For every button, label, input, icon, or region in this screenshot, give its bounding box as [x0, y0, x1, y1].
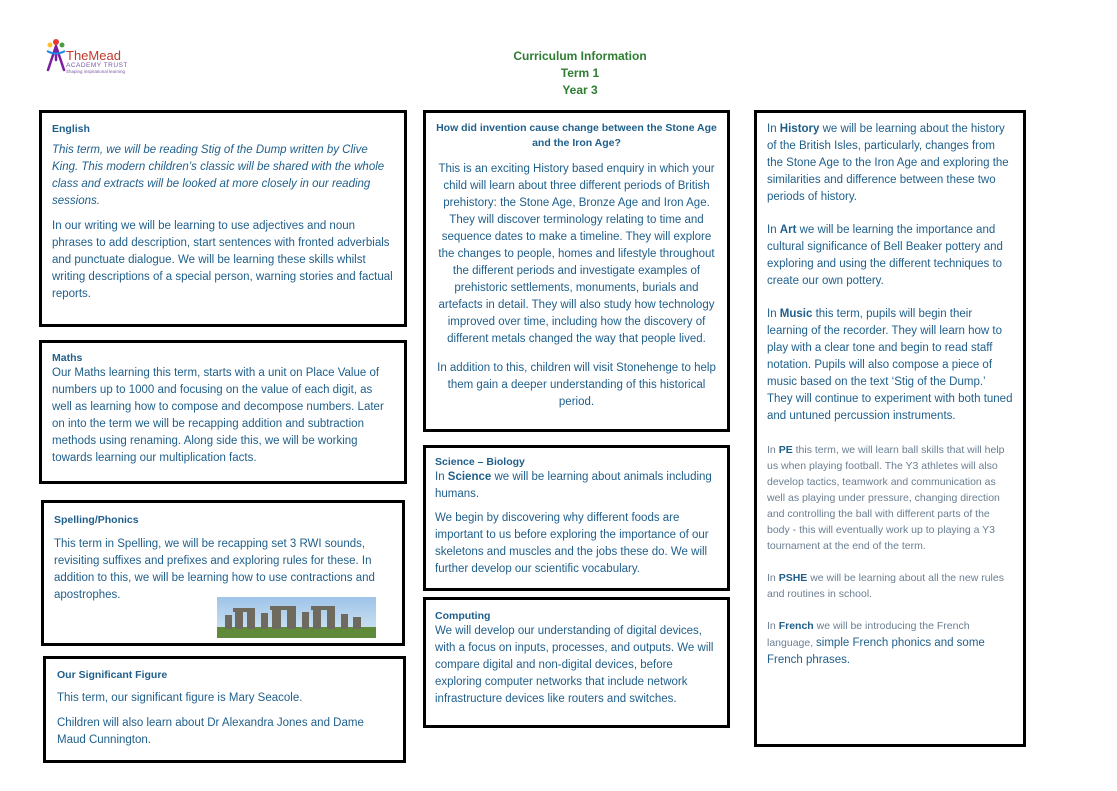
pshe-key: PSHE	[778, 572, 808, 584]
figure-p2: Children will also learn about Dr Alexandra Jones and Dame Maud Cunnington.	[57, 717, 364, 746]
pe-key: PE	[778, 444, 793, 456]
art-key: Art	[779, 224, 797, 236]
english-intro: This term, we will be reading Stig of the Dump written by Clive King. This modern children’s classic will be shared with the whole class and extracts will be looked at more closely in our reading sessions.	[52, 144, 385, 207]
french-key: French	[778, 620, 814, 632]
pshe-paragraph: In PSHE we will be learning about all the new rules and routines in school.	[767, 572, 1004, 600]
science-key: Science	[447, 471, 492, 483]
history-key: History	[779, 123, 820, 135]
history-enquiry-p1: This is an exciting History based enquiry in which your child will learn about three different periods of British prehistory: the Stone Age, Bronze Age and Iron Age. They will discover terminology relating to time and sequence dates to make a timeline. They will explore the changes to people, homes and lifestyle throughout the different periods and investigate examples of prehistoric settlements, monuments, burials and artefacts in detail. They will also study how technology improved over time, including how the discovery of different metals changed the way that people lived.	[438, 163, 715, 345]
logo-subtitle: ACADEMY TRUST	[66, 62, 128, 69]
logo-brand: TheMead	[66, 48, 121, 63]
english-body: In our writing we will be learning to use adjectives and noun phrases to add description, start sentences with fronted adverbials and punctuate dialogue. We will be learning these skills whilst writing descriptions of a special person, warning stories and factual reports.	[52, 220, 393, 300]
spelling-body: This term in Spelling, we will be recapping set 3 RWI sounds, revisiting suffixes and prefixes and exploring rules for these. In addition to this, we will be learning how to use contractions and apostrophes.	[54, 538, 375, 601]
maths-box	[39, 340, 407, 484]
page-title	[420, 48, 740, 99]
computing-heading: Computing	[435, 610, 491, 622]
school-logo	[44, 36, 144, 76]
figure-heading: Our Significant Figure	[57, 669, 168, 681]
music-key: Music	[779, 308, 813, 320]
spelling-heading: Spelling/Phonics	[54, 514, 139, 526]
title-line-3: Year 3	[562, 83, 598, 97]
pe-paragraph: In PE this term, we will learn ball skills that will help us when playing football. The Y3 athletes will also develop tactics, teamwork and communication as well as playing under pressure, changing direction and controlling the ball with different parts of the body - this will eventually work up to playing a Y3 tournament at the end of the term.	[767, 444, 1005, 552]
art-paragraph: In Art we will be learning the importance and cultural significance of Bell Beaker pottery and exploring and using the different techniques to create our own pottery.	[767, 224, 1003, 287]
computing-body: We will develop our understanding of digital devices, with a focus on inputs, processes, and outputs. We will compare digital and non-digital devices, before exploring computer networks that include network infrastructure devices like routers and switches.	[435, 625, 714, 705]
english-box	[39, 110, 407, 327]
science-heading: Science – Biology	[435, 456, 525, 468]
french-paragraph: In French we will be introducing the French language, simple French phonics and some French phrases.	[767, 620, 985, 666]
history-paragraph: In History we will be learning about the history of the British Isles, particularly, changes from the Stone Age to the Iron Age and exploring the similarities and difference between these two periods of history.	[767, 123, 1009, 203]
logo-figure-icon	[44, 36, 68, 76]
history-enquiry-heading: How did invention cause change between the Stone Age and the Iron Age?	[436, 122, 717, 149]
figure-box	[43, 656, 406, 763]
history-enquiry-box	[423, 110, 730, 432]
computing-box	[423, 597, 730, 728]
maths-body: Our Maths learning this term, starts with a unit on Place Value of numbers up to 1000 and focusing on the value of each digit, as well as learning how to compose and decompose numbers. Later on into the term we will be recapping addition and subtraction methods using renaming. Along side this, we will be working towards learning our multiplication facts.	[52, 367, 384, 464]
music-paragraph: In Music this term, pupils will begin their learning of the recorder. They will learn how to play with a clear tone and begin to read staff notation. Pupils will also compose a piece of music based on the text ‘Stig of the Dump.’ They will continue to experiment with both tuned and untuned percussion instruments.	[767, 308, 1013, 422]
subjects-box	[754, 110, 1026, 747]
science-box	[423, 445, 730, 591]
logo-tagline: Shaping inspirational learning	[66, 69, 126, 74]
science-p1: In Science we will be learning about animals including humans.	[435, 471, 712, 500]
title-line-1: Curriculum Information	[513, 49, 647, 63]
stonehenge-photo	[217, 597, 376, 638]
science-p2: We begin by discovering why different foods are important to us before exploring the importance of our skeletons and muscles and the jobs these do. We will further develop our scientific vocabulary.	[435, 512, 709, 575]
maths-heading: Maths	[52, 352, 83, 364]
english-heading: English	[52, 123, 90, 135]
history-enquiry-p2: In addition to this, children will visit Stonehenge to help them gain a deeper understanding of this historical period.	[437, 362, 716, 408]
figure-p1: This term, our significant figure is Mary Seacole.	[57, 692, 303, 704]
title-line-2: Term 1	[560, 66, 600, 80]
